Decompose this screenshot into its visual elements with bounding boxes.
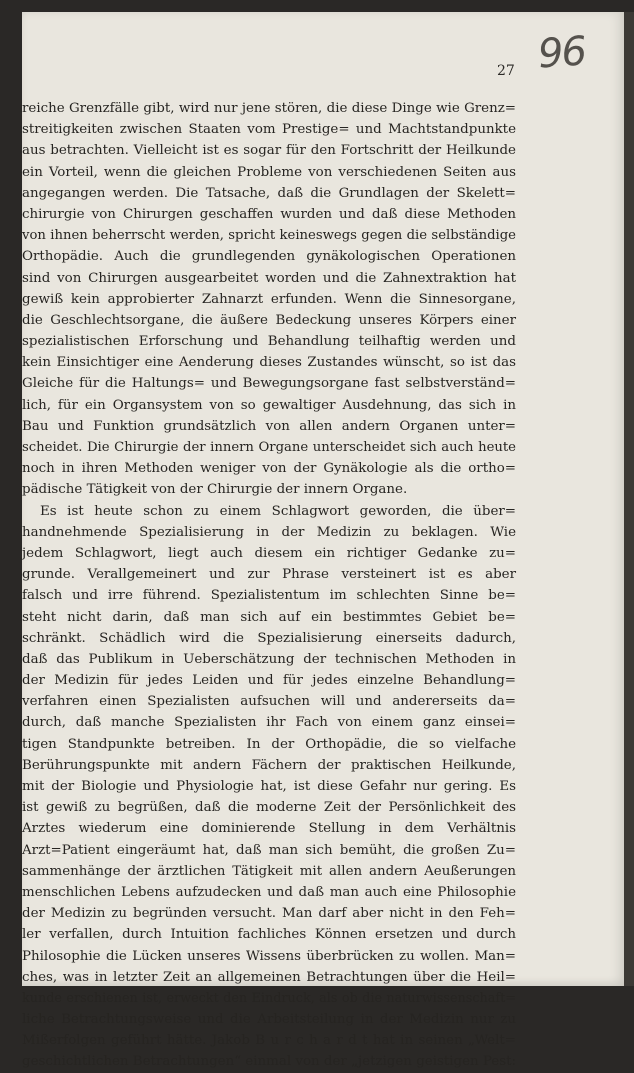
text-line: scheidet. Die Chirurgie der innern Organe unterscheidet sich auch heute	[22, 440, 516, 455]
page-edge	[624, 12, 634, 986]
text-line: der Medizin für jedes Leiden und für jedes einzelne Behandlung=	[22, 673, 516, 689]
text-line: menschlichen Lebens aufzudecken und daß man auch eine Philosophie	[22, 884, 516, 900]
paragraph-first-line: Es ist heute schon zu einem Schlagwort geworden, die über=	[40, 503, 516, 519]
text-line: liche Betrachtungsweise und die Arbeitsteilung in der Medizin nur zu	[22, 1012, 516, 1028]
text-line: ches, was in letzter Zeit an allgemeinen Betrachtungen über die Heil=	[22, 969, 516, 985]
text-line: kunde erschienen ist, erweckt den Eindruck, als ob die naturwissenschaft=	[22, 990, 516, 1006]
text-line: verfahren einen Spezialisten aufsuchen will und andererseits da=	[22, 694, 516, 710]
text-line: durch, daß manche Spezialisten ihr Fach von einem ganz einsei=	[22, 715, 516, 731]
text-line: Arzt=Patient eingeräumt hat, daß man sich bemüht, die großen Zu=	[22, 842, 516, 858]
text-line: Bau und Funktion grundsätzlich von allen andern Organen unter=	[22, 418, 516, 434]
text-line: Arztes wiederum eine dominierende Stellung in dem Verhältnis	[22, 821, 516, 837]
text-line: der Medizin zu begründen versucht. Man darf aber nicht in den Feh=	[22, 906, 516, 922]
text-line: die Geschlechtsorgane, die äußere Bedeckung unseres Körpers einer	[22, 312, 516, 328]
text-line: sind von Chirurgen ausgearbeitet worden und die Zahnextraktion hat	[22, 270, 516, 286]
text-line: spezialistischen Erforschung und Behandlung teilhaftig werden und	[22, 334, 516, 350]
text-line: angegangen werden. Die Tatsache, daß die Grundlagen der Skelett=	[22, 185, 516, 201]
text-line: ein Vorteil, wenn die gleichen Probleme von verschiedenen Seiten aus	[22, 164, 516, 180]
text-line: kein Einsichtiger eine Aenderung dieses Zustandes wünscht, so ist das	[22, 355, 516, 371]
text-line: von ihnen beherrscht werden, spricht keineswegs gegen die selbständige	[22, 228, 516, 244]
text-line: sammenhänge der ärztlichen Tätigkeit mit allen andern Aeußerungen	[22, 863, 516, 879]
paragraph-end-line: pädische Tätigkeit von der Chirurgie der innern Organe.	[22, 482, 408, 498]
text-line: Philosophie die Lücken unseres Wissens überbrücken zu wollen. Man=	[22, 948, 516, 964]
text-line: mit der Biologie und Physiologie hat, ist diese Gefahr nur gering. Es	[22, 779, 516, 794]
text-line: daß das Publikum in Ueberschätzung der technischen Methoden in	[22, 651, 516, 667]
page-number: 27	[497, 63, 515, 79]
text-line: jedem Schlagwort, liegt auch diesem ein richtiger Gedanke zu=	[22, 545, 516, 561]
text-line: falsch und irre führend. Spezialistentum im schlechten Sinne be=	[22, 588, 516, 604]
body-text	[22, 98, 516, 1073]
text-line: chirurgie von Chirurgen geschaffen wurden und daß diese Methoden	[22, 206, 516, 222]
text-line: ler verfallen, durch Intuition fachliches Können ersetzen und durch	[22, 927, 516, 943]
text-line: geschichtlichen Betrachtungen“ einmal von der „jetzigen geistigen Pest:	[22, 1054, 516, 1070]
text-line: handnehmende Spezialisierung in der Medizin zu beklagen. Wie	[22, 524, 516, 540]
handwritten-page-annotation: 96	[536, 28, 587, 78]
text-line: tigen Standpunkte betreiben. In der Orthopädie, die so vielfache	[22, 736, 516, 752]
text-line: streitigkeiten zwischen Staaten vom Prestige= und Machtstandpunkte	[22, 122, 516, 138]
text-line: steht nicht darin, daß man sich auf ein bestimmtes Gebiet be=	[22, 609, 516, 625]
text-line: lich, für ein Organsystem von so gewaltiger Ausdehnung, das sich in	[22, 397, 516, 413]
text-line: Orthopädie. Auch die grundlegenden gynäkologischen Operationen	[22, 249, 516, 265]
text-line: gewiß kein approbierter Zahnarzt erfunden. Wenn die Sinnesorgane,	[22, 291, 516, 307]
text-line: Mißerfolgen geführt hätte. Jakob B u r c h a r d t hat in seinen „Welt=	[22, 1033, 516, 1049]
text-line: Gleiche für die Haltungs= und Bewegungsorgane fast selbstverständ=	[22, 376, 516, 392]
text-line: noch in ihren Methoden weniger von der Gynäkologie als die ortho=	[22, 461, 516, 477]
text-line: ist gewiß zu begrüßen, daß die moderne Zeit der Persönlichkeit des	[22, 800, 516, 816]
text-line: Berührungspunkte mit andern Fächern der praktischen Heilkunde,	[22, 757, 516, 773]
text-line: schränkt. Schädlich wird die Spezialisierung einerseits dadurch,	[22, 630, 516, 646]
text-line: reiche Grenzfälle gibt, wird nur jene stören, die diese Dinge wie Grenz=	[22, 101, 516, 116]
text-line: grunde. Verallgemeinert und zur Phrase versteinert ist es aber	[22, 567, 516, 583]
text-line: aus betrachten. Vielleicht ist es sogar für den Fortschritt der Heilkunde	[22, 143, 516, 159]
